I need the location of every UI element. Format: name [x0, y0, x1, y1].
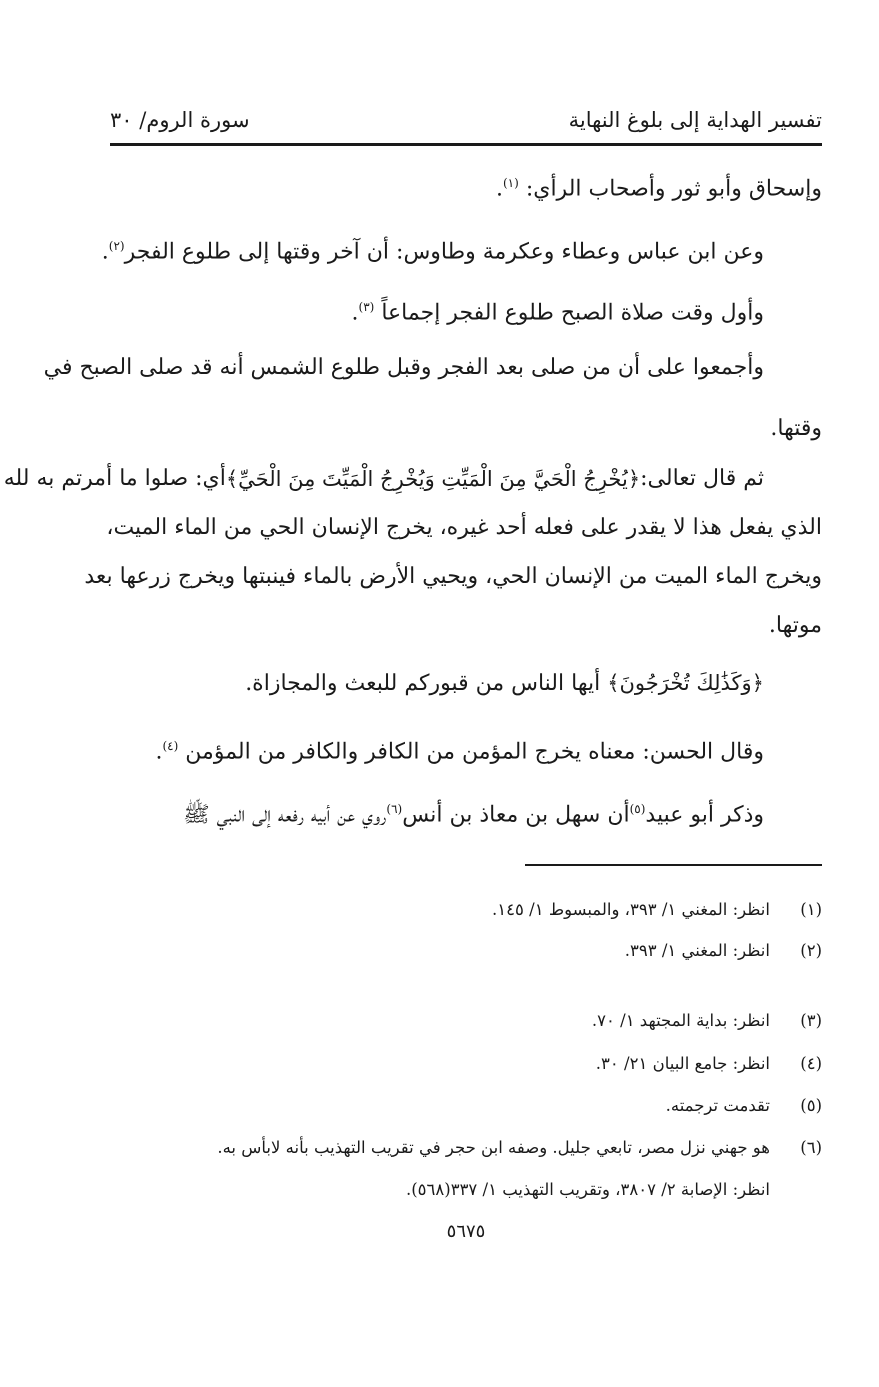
- body-line-10: ﴿وَكَذَٰلِكَ تُخْرَجُونَ﴾ أيها الناس من قبوركم للبعث والمجازاة.: [245, 671, 764, 696]
- footnote-ref-2[interactable]: (٢): [108, 239, 125, 253]
- footnote-ref-1[interactable]: (١): [502, 176, 519, 190]
- body-line-8: ويخرج الماء الميت من الإنسان الحي، ويحيي الأرض بالماء فينبتها ويخرج زرعها بعد: [84, 564, 822, 589]
- body-line-12: وذكر أبو عبيد$^{(٥)}$أن سهل بن معاذ بن أنس$^{(٦)}$روي عن أبيه رفعه إلى النبي ﷺ: [183, 802, 764, 828]
- footnote-6-continuation: انظر: الإصابة ٢/ ٣٨٠٧، وتقريب التهذيب ١/ ٣٣٧(٥٦٨).: [405, 1180, 770, 1199]
- body-line-11: وقال الحسن: معناه يخرج المؤمن من الكافر والكافر من المؤمن $^{(٤)}$.: [155, 739, 764, 765]
- footnote-6: (٦) هو جهني نزل مصر، تابعي جليل. وصفه ابن حجر في تقريب التهذيب بأنه لابأس به.: [217, 1138, 822, 1157]
- quran-verse-1: ﴿يُخْرِجُ الْحَيَّ مِنَ الْمَيِّتِ وَيُخْرِجُ الْمَيِّتَ مِنَ الْحَيِّ﴾: [225, 467, 641, 491]
- quran-verse-2: ﴿وَكَذَٰلِكَ تُخْرَجُونَ﴾: [607, 671, 764, 695]
- page-number: ٥٦٧٥: [446, 1221, 486, 1242]
- footnote-1: (١) انظر: المغني ١/ ٣٩٣، والمبسوط ١/ ١٤٥.: [492, 900, 822, 919]
- footnote-5: (٥) تقدمت ترجمته.: [665, 1096, 822, 1115]
- footnote-3: (٣) انظر: بداية المجتهد ١/ ٧٠.: [591, 1011, 822, 1030]
- body-line-7: الذي يفعل هذا لا يقدر على فعله أحد غيره، يخرج الإنسان الحي من الماء الميت،: [106, 515, 822, 540]
- body-line-6: ثم قال تعالى: ﴿يُخْرِجُ الْحَيَّ مِنَ الْمَيِّتِ وَيُخْرِجُ الْمَيِّتَ مِنَ الْحَيِّ﴾ أي: صلوا ما أمرتم به لله: [110, 459, 822, 499]
- footnote-divider: [525, 864, 822, 866]
- body-line-1: وإسحاق وأبو ثور وأصحاب الرأي: $^{(١)}$.: [495, 176, 822, 202]
- running-header: [110, 100, 822, 140]
- header-divider: [110, 143, 822, 146]
- body-line-2: وعن ابن عباس وعطاء وعكرمة وطاوس: أن آخر وقتها إلى طلوع الفجر$^{(٢)}$.: [101, 239, 764, 265]
- footnote-ref-4[interactable]: (٤): [162, 739, 179, 753]
- surah-label: سورة الروم/ ٣٠: [110, 108, 250, 132]
- body-line-4: وأجمعوا على أن من صلى بعد الفجر وقبل طلوع الشمس أنه قد صلى الصبح في: [43, 355, 764, 380]
- body-line-3: وأول وقت صلاة الصبح طلوع الفجر إجماعاً $^{(٣)}$.: [351, 300, 764, 326]
- footnote-ref-6[interactable]: (٦): [386, 802, 403, 816]
- footnote-ref-3[interactable]: (٣): [358, 300, 375, 314]
- footnote-2: (٢) انظر: المغني ١/ ٣٩٣.: [624, 941, 822, 960]
- footnote-4: (٤) انظر: جامع البيان ٢١/ ٣٠.: [595, 1054, 822, 1073]
- body-line-9: موتها.: [768, 613, 822, 638]
- body-line-5: وقتها.: [770, 416, 822, 441]
- footnote-ref-5[interactable]: (٥): [629, 802, 646, 816]
- book-title: تفسير الهداية إلى بلوغ النهاية: [568, 108, 822, 132]
